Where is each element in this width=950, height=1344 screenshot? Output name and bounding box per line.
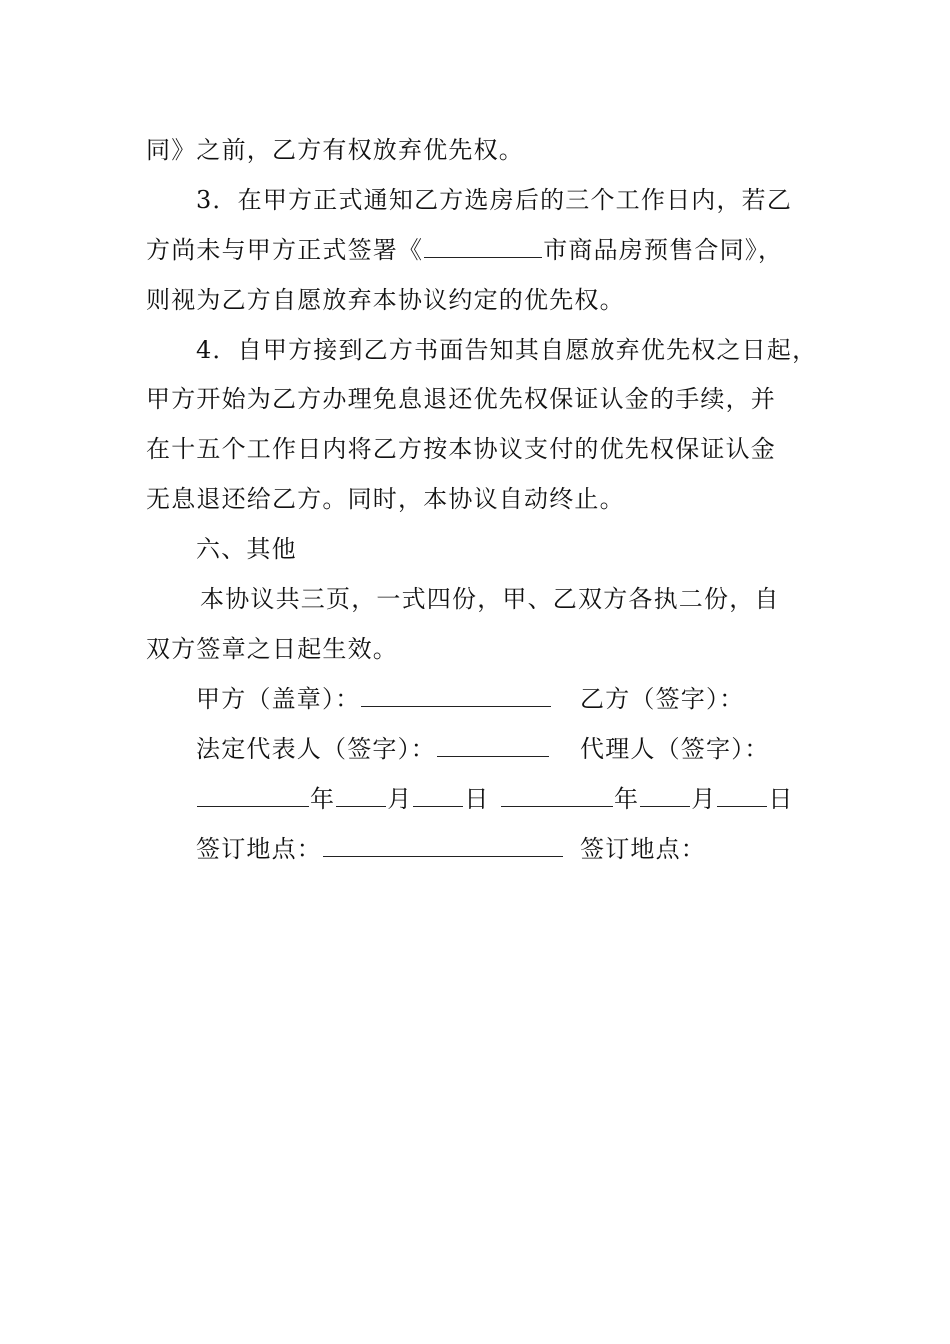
day-blank-a (413, 786, 463, 807)
month-blank-a (336, 786, 386, 807)
party-b-label: 乙方（签字）： (580, 685, 745, 713)
party-a-signature-blank (361, 686, 551, 707)
signature-row-date (196, 784, 816, 814)
paragraph-line: 无息退还给乙方。同时，本协议自动终止。 (146, 485, 625, 513)
clause-3-contract-line (146, 235, 783, 265)
year-blank-a (197, 786, 309, 807)
paragraph-line: 则视为乙方自愿放弃本协议约定的优先权。 (146, 286, 625, 314)
place-blank-a (323, 836, 563, 857)
place-label-b: 签订地点： (580, 835, 706, 863)
month-label-a: 月 (387, 785, 413, 813)
year-label-a: 年 (310, 785, 336, 813)
day-label-b: 日 (768, 785, 794, 813)
year-label-b: 年 (614, 785, 640, 813)
paragraph-line: 同》之前，乙方有权放弃优先权。 (146, 136, 524, 164)
month-blank-b (640, 786, 690, 807)
day-blank-b (717, 786, 767, 807)
clause-4-line: 4．自甲方接到乙方书面告知其自愿放弃优先权之日起， (196, 336, 818, 364)
legal-rep-signature-blank (437, 736, 549, 757)
date-group-b (500, 784, 794, 814)
place-label-a: 签订地点： (196, 835, 322, 863)
contract-prefix: 方尚未与甲方正式签署《 (146, 236, 424, 264)
agent-label: 代理人（签字）： (580, 735, 770, 763)
signature-row-party (196, 684, 796, 714)
paragraph-line: 双方签章之日起生效。 (146, 635, 398, 663)
signature-row-place (196, 834, 796, 864)
contract-suffix: 市商品房预售合同》， (543, 236, 784, 264)
paragraph-line: 本协议共三页，一式四份，甲、乙双方各执二份，自 (200, 585, 780, 613)
city-blank (424, 237, 542, 258)
year-blank-b (501, 786, 613, 807)
day-label-a: 日 (464, 785, 490, 813)
legal-rep-label: 法定代表人（签字）： (196, 735, 436, 763)
signature-row-representative (196, 734, 796, 764)
clause-3-line: 3．在甲方正式通知乙方选房后的三个工作日内，若乙 (196, 186, 793, 214)
party-a-label: 甲方（盖章）： (196, 685, 361, 713)
section-heading-other: 六、其他 (196, 535, 297, 563)
paragraph-line: 甲方开始为乙方办理免息退还优先权保证认金的手续，并 (146, 385, 776, 413)
month-label-b: 月 (691, 785, 717, 813)
paragraph-line: 在十五个工作日内将乙方按本协议支付的优先权保证认金 (146, 435, 776, 463)
